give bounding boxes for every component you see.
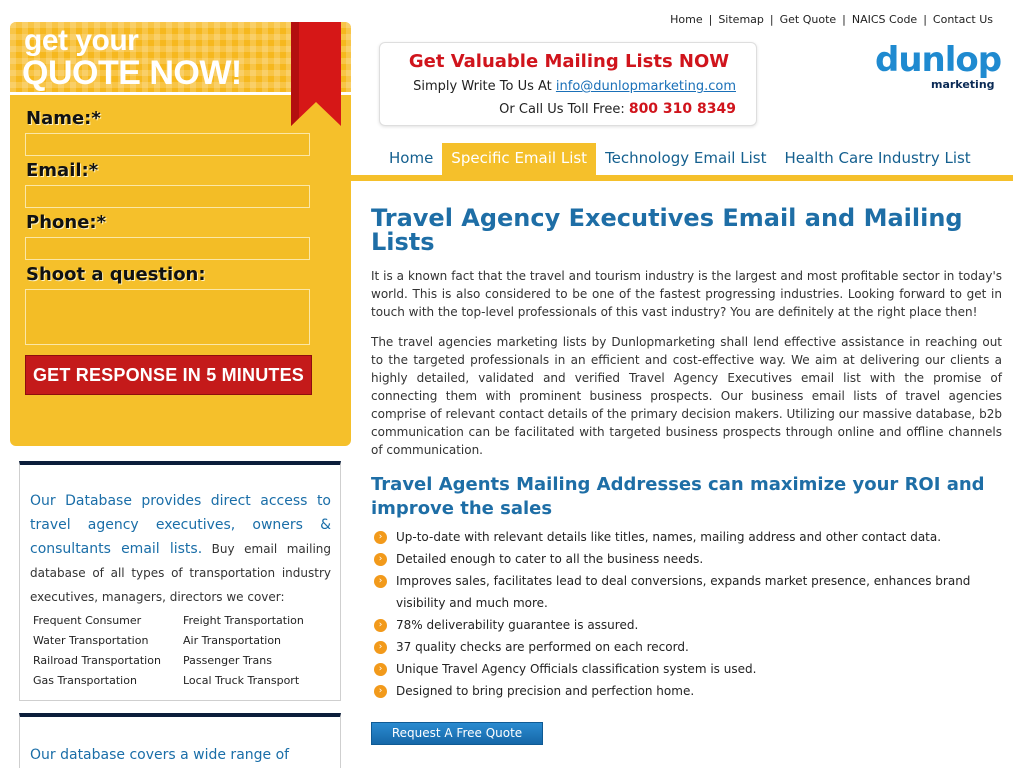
request-free-quote-button[interactable]: Request A Free Quote	[371, 722, 543, 745]
list-item-text: 37 quality checks are performed on each record.	[396, 640, 689, 654]
cta-email-link[interactable]: info@dunlopmarketing.com	[555, 79, 736, 94]
type-item: Passenger Trans	[183, 654, 272, 667]
phone-label: Phone:*	[26, 212, 107, 233]
nav-separator: |	[708, 13, 713, 26]
arrow-bullet-icon: ›	[374, 575, 387, 588]
list-item	[371, 570, 1002, 614]
quote-form-panel	[10, 22, 351, 446]
arrow-bullet-icon: ›	[374, 685, 387, 698]
database-info-lead: Our Database provides direct access to travel agency executives, owners & consultants email lists.	[30, 493, 331, 557]
quote-heading-line1: get your	[24, 24, 139, 57]
contact-cta-box	[379, 42, 757, 126]
list-item-text: Unique Travel Agency Officials classification system is used.	[396, 662, 757, 676]
cta-phone-number[interactable]: 800 310 8349	[628, 101, 736, 117]
list-item-text: Detailed enough to cater to all the business needs.	[396, 552, 704, 566]
logo-wordmark: dunlop	[875, 40, 1002, 80]
top-nav-sitemap[interactable]: Sitemap	[718, 13, 764, 26]
nav-underline-bar	[351, 175, 1013, 181]
logo-subtext: marketing	[931, 78, 995, 91]
coverage-info-lead: Our database covers a wide range of	[30, 747, 290, 763]
arrow-bullet-icon: ›	[374, 531, 387, 544]
type-item: Water Transportation	[33, 634, 149, 647]
tab-specific-email-list[interactable]: Specific Email List	[442, 143, 596, 175]
tab-technology-email-list[interactable]: Technology Email List	[605, 149, 767, 167]
details-paragraph: The travel agencies marketing lists by Dunlopmarketing shall lend effective assistance in reaching out to the targeted professionals in an efficient and cost-effective way. We aim at delivering our clients a highly detailed, validated and verified Travel Agency Executives email list with the promise of connecting them with prominent business prospects. Our business email lists of travel agencies comprise of relevant contact details of the primary decision makers. Utilizing our massive database, b2b communication can be facilitated with targeted business prospects through online and offline channels of communication.	[371, 335, 1002, 457]
list-item	[371, 680, 1002, 702]
name-input[interactable]	[25, 133, 310, 156]
quote-heading-line2: QUOTE NOW!	[22, 54, 242, 92]
cta-title: Get Valuable Mailing Lists NOW	[408, 51, 730, 72]
transport-type-grid	[33, 613, 333, 688]
top-nav-naics-code[interactable]: NAICS Code	[851, 13, 918, 26]
intro-paragraph: It is a known fact that the travel and tourism industry is the largest and most profitable sector in today's world. This is also considered to be one of the fastest progressing industries. Looking forward to get in touch with the top-level professionals of this vast industry? You are definitely at the right place then!	[371, 269, 1002, 319]
type-item: Air Transportation	[183, 634, 282, 647]
type-item: Freight Transportation	[183, 614, 304, 627]
list-item	[371, 658, 1002, 680]
arrow-bullet-icon: ›	[374, 663, 387, 676]
cta-email-prefix: Simply Write To Us At	[413, 79, 556, 94]
page-title: Travel Agency Executives Email and Mailing Lists	[371, 204, 963, 256]
email-label: Email:*	[26, 160, 99, 181]
list-item-text: 78% deliverability guarantee is assured.	[396, 618, 639, 632]
arrow-bullet-icon: ›	[374, 553, 387, 566]
top-nav-get-quote[interactable]: Get Quote	[779, 13, 837, 26]
list-item	[371, 614, 1002, 636]
top-utility-nav	[670, 13, 993, 26]
list-item-text: Improves sales, facilitates lead to deal conversions, expands market presence, enhances brand visibility and much more.	[396, 574, 971, 610]
database-info-rest: Buy email mailing database of all types of transportation industry executives, managers, directors we cover:	[30, 542, 331, 604]
top-nav-contact-us[interactable]: Contact Us	[932, 13, 993, 26]
arrow-bullet-icon: ›	[374, 641, 387, 654]
cta-phone-prefix: Or Call Us Toll Free:	[499, 102, 629, 117]
top-nav-home[interactable]: Home	[670, 13, 703, 26]
list-item	[371, 548, 1002, 570]
main-content	[371, 206, 1002, 745]
phone-input[interactable]	[25, 237, 310, 260]
nav-separator: |	[923, 13, 927, 26]
question-label: Shoot a question:	[26, 264, 206, 285]
coverage-info-box	[19, 713, 341, 768]
nav-separator: |	[842, 13, 846, 26]
section-subtitle: Travel Agents Mailing Addresses can maximize your ROI and improve the sales	[371, 474, 985, 519]
list-item	[371, 636, 1002, 658]
nav-separator: |	[769, 13, 774, 26]
list-item	[371, 526, 1002, 548]
database-info-box	[19, 461, 341, 701]
dunlop-logo[interactable]	[869, 40, 1002, 94]
main-nav	[380, 143, 980, 175]
get-response-button[interactable]: GET RESPONSE IN 5 MINUTES	[25, 355, 312, 395]
ribbon-bookmark-icon	[291, 22, 341, 126]
question-textarea[interactable]	[25, 289, 310, 345]
name-label: Name:*	[26, 108, 101, 129]
list-item-text: Up-to-date with relevant details like titles, names, mailing address and other contact data.	[396, 530, 942, 544]
tab-health-care-industry-list[interactable]: Health Care Industry List	[784, 149, 971, 167]
type-item: Local Truck Transport	[183, 674, 300, 687]
benefits-list	[371, 526, 1002, 702]
arrow-bullet-icon: ›	[374, 619, 387, 632]
database-info-text	[30, 489, 331, 609]
list-item-text: Designed to bring precision and perfection home.	[396, 684, 695, 698]
type-item: Frequent Consumer	[33, 614, 142, 627]
cta-email-line	[413, 79, 736, 94]
type-item: Gas Transportation	[33, 674, 137, 687]
email-input[interactable]	[25, 185, 310, 208]
tab-home[interactable]: Home	[389, 149, 434, 167]
cta-phone-line	[499, 101, 736, 117]
type-item: Railroad Transportation	[33, 654, 161, 667]
coverage-info-text	[30, 743, 331, 767]
